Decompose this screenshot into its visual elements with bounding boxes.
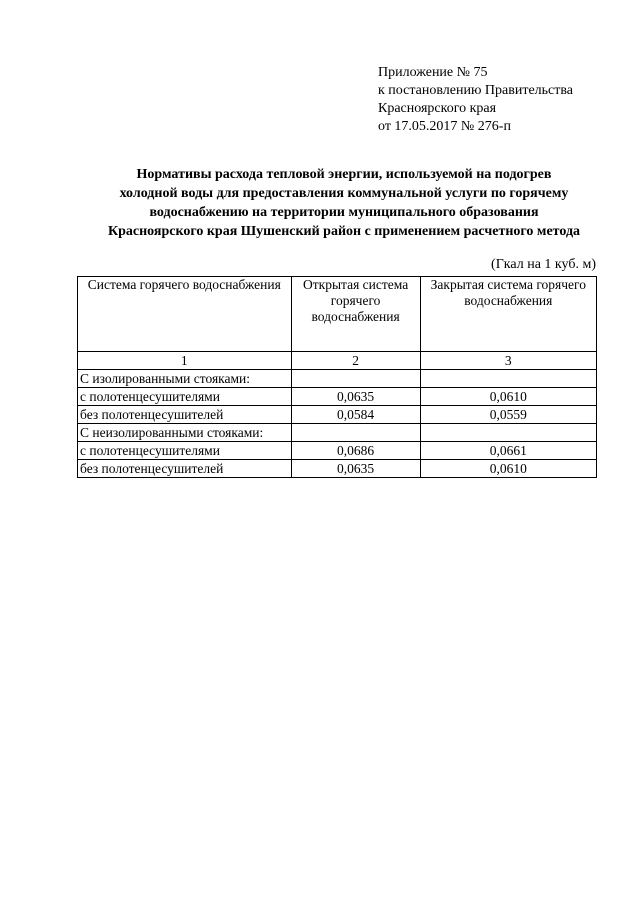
- table-row: [78, 406, 597, 424]
- closed-value: [420, 424, 596, 442]
- column-number-1: 1: [78, 352, 292, 370]
- closed-value: [420, 370, 596, 388]
- table-row: [78, 442, 597, 460]
- header-open-system: Открытая система горячего водоснабжения: [291, 277, 420, 352]
- title-line-3: водоснабжению на территории муниципального образования: [149, 205, 539, 220]
- table-number-row: [78, 352, 597, 370]
- table-row: [78, 370, 597, 388]
- table-row: [78, 460, 597, 478]
- title-line-4: Красноярского края Шушенский район с применением расчетного метода: [107, 224, 581, 239]
- appendix-region: Красноярского края: [378, 101, 497, 116]
- appendix-header: [378, 64, 573, 136]
- closed-value: 0,0610: [420, 460, 596, 478]
- title-line-1: Нормативы расхода тепловой энергии, используемой на подогрев: [136, 167, 552, 182]
- title-line-2: холодной воды для предоставления коммунальной услуги по горячему: [119, 186, 569, 201]
- column-number-3: 3: [420, 352, 596, 370]
- closed-value: 0,0559: [420, 406, 596, 424]
- appendix-number: Приложение № 75: [378, 65, 488, 80]
- appendix-resolution: к постановлению Правительства: [378, 83, 574, 98]
- column-number-2: 2: [291, 352, 420, 370]
- table-row: [78, 424, 597, 442]
- open-value: [291, 424, 420, 442]
- open-value: 0,0635: [291, 460, 420, 478]
- row-label: с полотенцесушителями: [78, 442, 292, 460]
- closed-value: 0,0661: [420, 442, 596, 460]
- open-value: [291, 370, 420, 388]
- table-row: [78, 388, 597, 406]
- units-label: (Гкал на 1 куб. м): [491, 257, 596, 272]
- table-header-row: [78, 277, 597, 352]
- row-label: С изолированными стояками:: [78, 370, 292, 388]
- open-value: 0,0635: [291, 388, 420, 406]
- row-label: С неизолированными стояками:: [78, 424, 292, 442]
- norms-table: [77, 276, 597, 478]
- row-label: с полотенцесушителями: [78, 388, 292, 406]
- appendix-date: от 17.05.2017 № 276-п: [378, 119, 511, 134]
- header-closed-system: Закрытая система горячего водоснабжения: [420, 277, 596, 352]
- row-label: без полотенцесушителей: [78, 460, 292, 478]
- open-value: 0,0584: [291, 406, 420, 424]
- closed-value: 0,0610: [420, 388, 596, 406]
- row-label: без полотенцесушителей: [78, 406, 292, 424]
- document-title: [64, 165, 624, 241]
- header-system: Система горячего водоснабжения: [78, 277, 292, 352]
- open-value: 0,0686: [291, 442, 420, 460]
